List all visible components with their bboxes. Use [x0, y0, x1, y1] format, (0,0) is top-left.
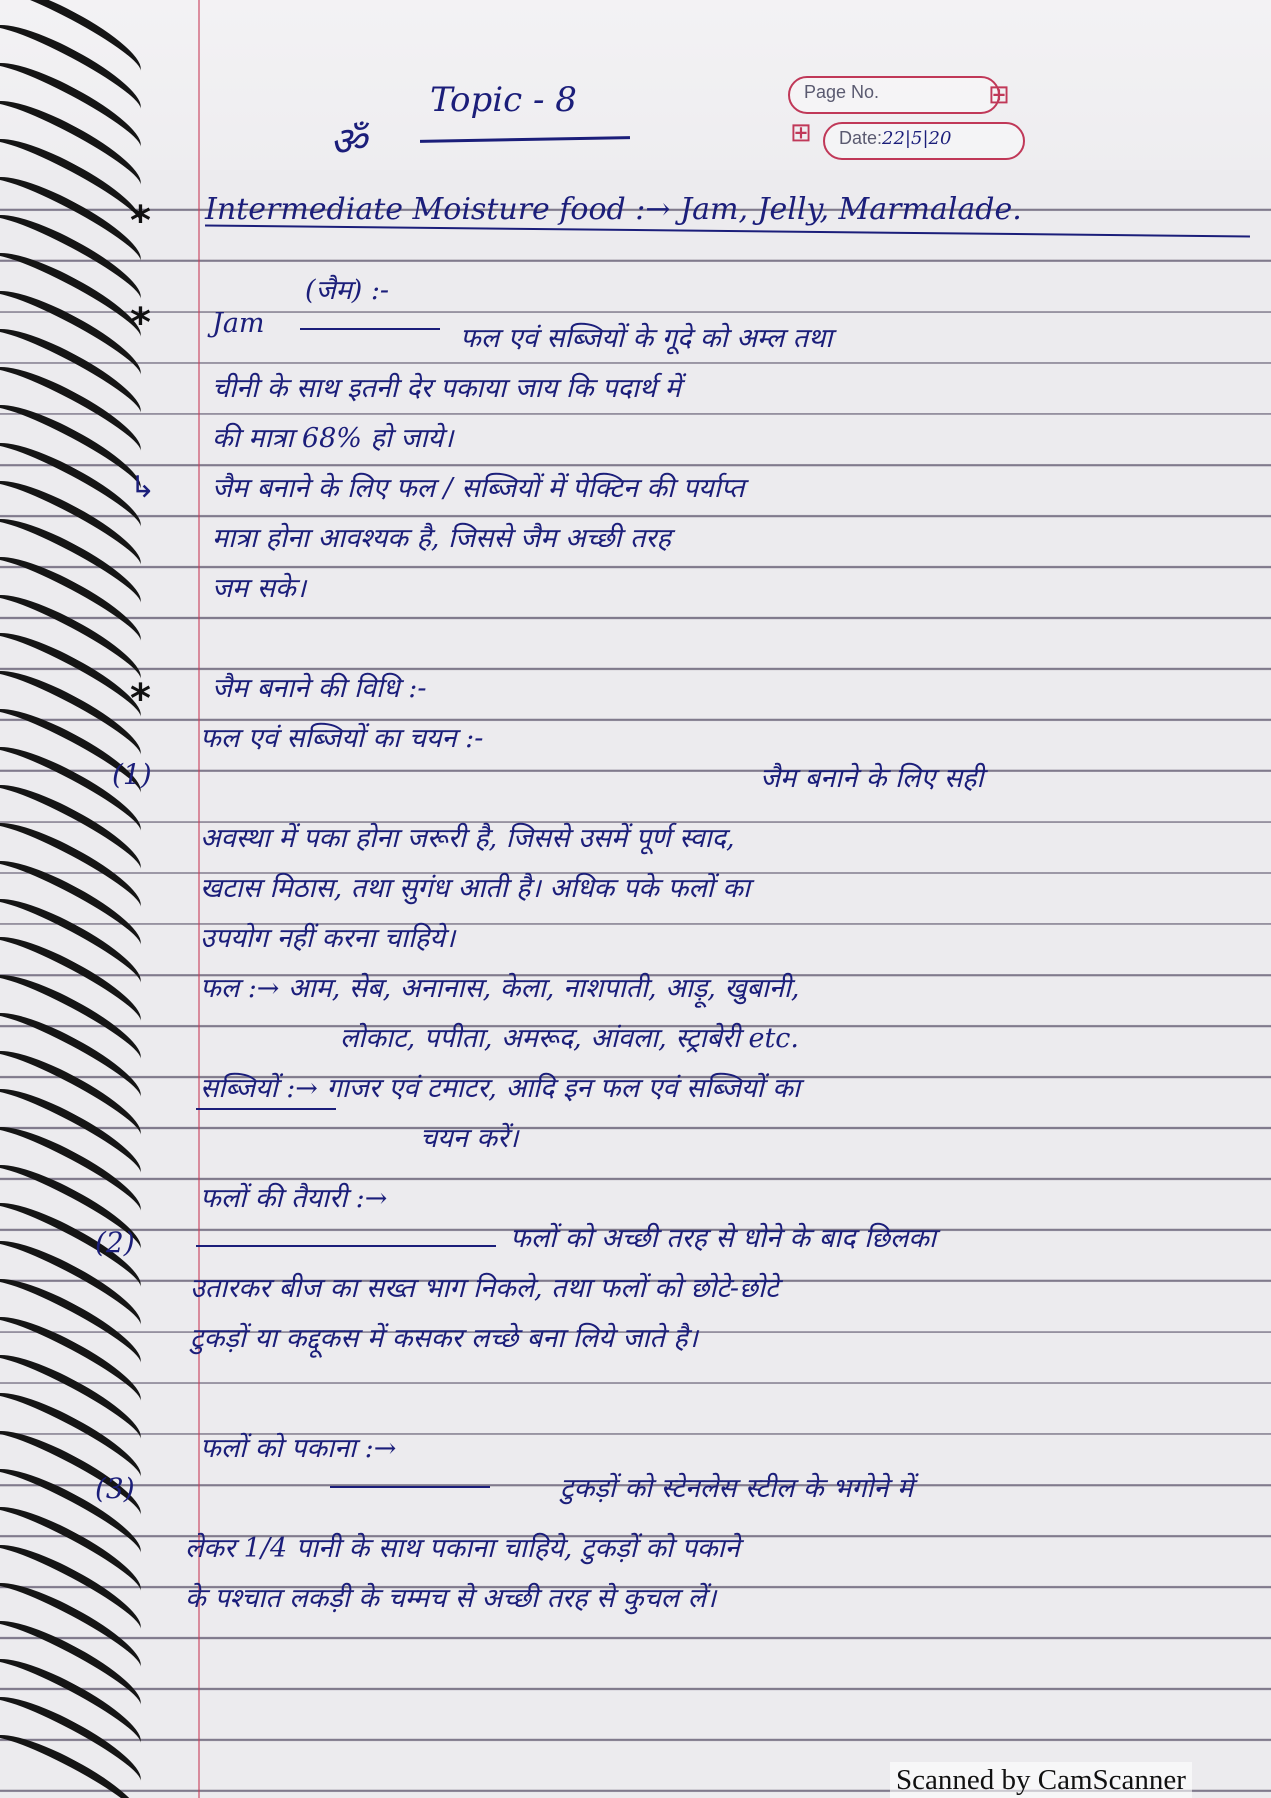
topic-title: Intermediate Moisture food :→ Jam, Jelly, Marmalade. — [205, 192, 1022, 227]
text-line: उतारकर बीज का सख्त भाग निकले, तथा फलों को छोटे-छोटे — [190, 1273, 779, 1304]
scanner-watermark: Scanned by CamScanner — [890, 1762, 1192, 1798]
date-box — [823, 122, 1025, 160]
underline — [196, 1108, 336, 1110]
step-number-3: (3) — [95, 1472, 135, 1505]
vegetables-list: सब्जियों :→ गाजर एवं टमाटर, आदि इन फल एवं सब्जियों का — [200, 1073, 800, 1104]
method-heading: जैम बनाने की विधि :- — [212, 673, 427, 704]
decor-grid-icon: ⊞ — [790, 118, 812, 148]
text-line: के पश्चात लकड़ी के चम्मच से अच्छी तरह से कुचल लें। — [185, 1583, 717, 1614]
bullet-star: * — [130, 300, 151, 346]
page-header-area — [0, 0, 1271, 170]
text-line: चयन करें। — [420, 1123, 519, 1154]
arrow-line — [300, 328, 440, 330]
sub-point-arrow: ↳ — [130, 470, 156, 505]
text-line: मात्रा होना आवश्यक है, जिससे जैम अच्छी तरह — [212, 523, 671, 554]
text-line: फल एवं सब्जियों के गूदे को अम्ल तथा — [460, 323, 833, 354]
decor-grid-icon: ⊞ — [988, 80, 1010, 110]
bullet-star: * — [130, 676, 151, 722]
date-label: Date: — [839, 128, 883, 148]
text-line: उपयोग नहीं करना चाहिये। — [200, 923, 456, 954]
selection-heading: फल एवं सब्जियों का चयन :- — [200, 723, 484, 754]
text-line: लेकर 1/4 पानी के साथ पकाना चाहिये, टुकड़ों को पकाने — [185, 1533, 740, 1564]
arrow-line — [330, 1486, 490, 1488]
text-line: खटास मिठास, तथा सुगंध आती है। अधिक पके फलों का — [200, 873, 750, 904]
cooking-heading: फलों को पकाना :→ — [200, 1433, 397, 1464]
text-line: जैम बनाने के लिए फल / सब्जियों में पेक्टिन की पर्याप्त — [212, 473, 745, 504]
fruits-list: फल :→ आम, सेब, अनानास, केला, नाशपाती, आड़ू, खुबानी, — [200, 973, 800, 1004]
text-line: अवस्था में पका होना जरूरी है, जिससे उसमें पूर्ण स्वाद, — [200, 823, 735, 854]
jam-heading: Jam — [212, 308, 265, 339]
text-line: चीनी के साथ इतनी देर पकाया जाय कि पदार्थ में — [212, 373, 681, 404]
step-number-1: (1) — [112, 758, 152, 791]
page-number-box — [788, 76, 1000, 114]
page-number-label: Page No. — [804, 82, 880, 102]
text-line: की मात्रा 68% हो जाये। — [212, 423, 454, 454]
date-value: 22|5|20 — [882, 128, 952, 149]
spiral-binding — [0, 0, 150, 1798]
step-number-2: (2) — [95, 1226, 135, 1259]
om-symbol: ॐ — [330, 119, 367, 165]
fruits-list-cont: लोकाट, पपीता, अमरूद, आंवला, स्ट्राबेरी etc. — [340, 1023, 800, 1054]
text-line: जम सके। — [212, 573, 306, 604]
preparation-heading: फलों की तैयारी :→ — [200, 1183, 388, 1214]
text-line: टुकड़ों को स्टेनलेस स्टील के भगोने में — [560, 1473, 914, 1504]
text-line: फलों को अच्छी तरह से धोने के बाद छिलका — [510, 1223, 937, 1254]
topic-heading: Topic - 8 — [430, 80, 577, 120]
jam-hindi-label: (जैम) :- — [305, 275, 390, 306]
text-line: जैम बनाने के लिए सही — [760, 763, 984, 794]
arrow-line — [196, 1245, 496, 1247]
text-line: टुकड़ों या कद्दूकस में कसकर लच्छे बना लिये जाते है। — [190, 1323, 698, 1354]
bullet-star: * — [130, 198, 151, 244]
